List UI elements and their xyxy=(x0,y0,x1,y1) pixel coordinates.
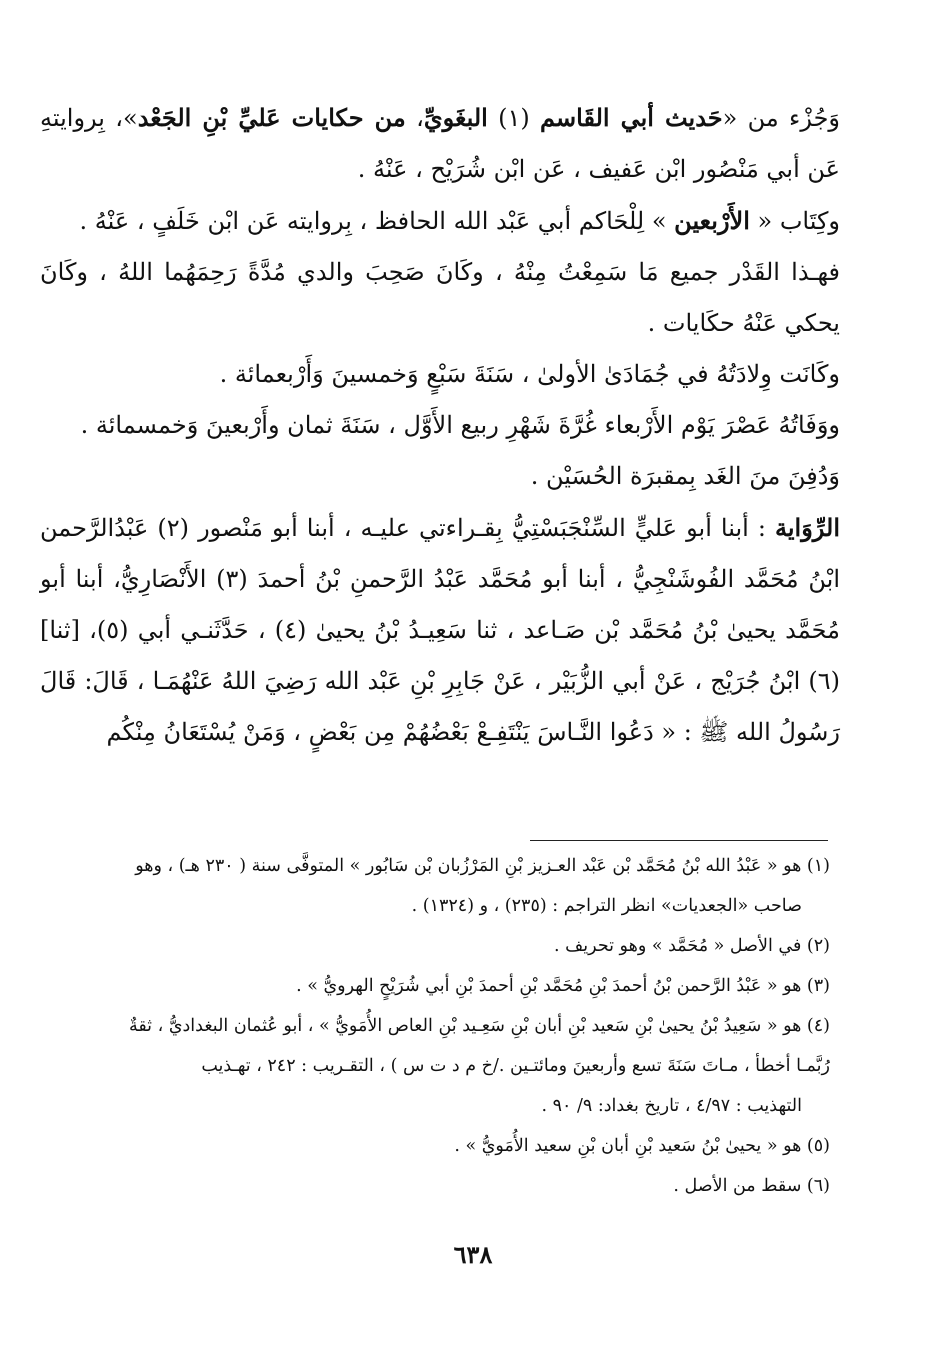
footnote-4-line-1: (٤) هو « سَعِيدُ بْنُ يحيىٰ بْنِ سَعيد بْنِ أبان بْنِ سَعِـيد بْنِ العاص الأُمَويُّ » ، أبو عُثمان البغداديُّ ، ثقةٌ xyxy=(128,1016,830,1036)
riwaya-text: : أبنا أبو عَليٍّ السِّنْجَبَسْتِيُّ بِقـراءتي عليـه ، أبنا أبو مَنْصور (٢) عَبْدُالرَّحمن ابْنُ مُحَمَّد الفُوشَنْجِيُّ ، أبنا أبو مُحَمَّد عَبْدُ الرَّحمنِ بْنُ أحمدَ (٣) الأَنْصَارِيُّ، أبنا أبو مُحَمَّد يحيىٰ بْنُ مُحَمَّد بْن صَـاعد ، ثنا سَعِيـدُ بْنُ يحيىٰ (٤) ، حَدَّثَنـي أبي (٥)، [ثنا](٦) ابْنُ جُرَيْج ، عَنْ أبي الزُّبَيْر ، عَنْ جَابِرِ بْنِ عَبْد الله رَضِيَ اللهُ عَنْهُمَـا ، قَالَ: قَالَ رَسُولُ الله ﷺ : « دَعُوا النَّـاسَ يَنْتَفِـعْ بَعْضُهُمْ مِن بَعْضٍ ، وَمَنْ يُسْتَعَانُ مِنْكُم xyxy=(40,514,840,746)
paragraph-4: وكَانَت وِلادَتُهُ في جُمَادَىٰ الأولىٰ ، سَنَةَ سَبْعٍ وَخمسينَ وَأَرْبعمائة . xyxy=(219,360,840,388)
paragraph-1 xyxy=(40,92,840,195)
footnote-2: (٢) في الأصل « مُحَمَّد » وهو تحريف . xyxy=(554,936,830,956)
footnote-1-line-2: صاحب «الجعديات» انظر التراجم : (٢٣٥) ، و (١٣٢٤) . xyxy=(411,896,802,916)
para2-prefix: وكِتَاب « xyxy=(749,207,840,235)
book-title-arbain: الأَرْبعين xyxy=(674,206,750,235)
paragraph-7 xyxy=(40,502,840,758)
paragraph-3: فهـذا القَدْر جميع مَا سَمِعْتُ مِنْهُ ، وكَانَ صَحِبَ والدي مُدَّةً رَحِمَهُما اللهُ ، وكَانَ يحكي عَنْهُ حكَايات . xyxy=(40,258,840,337)
footnote-separator xyxy=(530,840,828,841)
footnote-3: (٣) هو « عَبْدُ الرَّحمن بْنُ أحمدَ بْنِ مُحَمَّد بْنِ أحمدَ بْنِ أبي شُرَيْحٍ الهرويُّ » . xyxy=(296,976,830,996)
footnote-1-line-1: (١) هو « عَبْدُ الله بْنُ مُحَمَّد بْن عَبْد العـزيز بْنِ المَرْزُبان بْن سَابُور » المتوفَّى سنة ( ٢٣٠ هـ) ، وهو xyxy=(135,856,830,876)
page-number: ٦٣٨ xyxy=(453,1240,493,1269)
footnotes xyxy=(40,846,830,1206)
footnote-4-line-3: التهذيب : ٤/٩٧ ، تاريخ بغداد: ٩/ ٩٠ . xyxy=(541,1096,802,1116)
para2-suffix: » لِلْحَاكم أبي عَبْد الله الحافظ ، بِروايته عَن ابْن خَلَفٍ ، عَنْهُ . xyxy=(79,207,675,235)
para1-separator: ، xyxy=(405,104,424,132)
paragraph-5: ووَفَاتُهُ عَصْرَ يَوْم الأَرْبعاء غُرَّةَ شَهْرِ ربيع الأَوَّل ، سَنَةَ ثمان وأَرْبعينَ وَخمسمائة . xyxy=(80,411,840,439)
footnote-ref-1: (١) xyxy=(487,104,541,132)
footnote-4-line-2: رُبَّمـا أخطأ ، مـاتَ سَنَةَ تسع وأربعينَ ومائتـين ./خ م د ت س ) ، التقـريب : ٢٤٢ ، تهـذيب xyxy=(201,1056,830,1076)
para1-prefix: وَجُزْء من « xyxy=(722,104,840,132)
book-title-hikayat: من حكايات عَليِّ بْنِ الجَعْد xyxy=(137,103,406,132)
paragraph-2 xyxy=(40,195,840,247)
book-title-hadith: حَديث أبي القَاسم xyxy=(540,103,723,132)
footnote-6: (٦) سقط من الأصل . xyxy=(673,1176,830,1196)
para1-suffix: »، بِروايتهِ عَن أبي مَنْصُور ابْن عَفيف ، عَن ابْن شُرَيْح ، عَنْهُ . xyxy=(40,104,840,183)
book-title-baghawi: البغَويِّ xyxy=(423,103,488,132)
footnote-5: (٥) هو « يحيىٰ بْنُ سَعيد بْنِ أبان بْنِ سعيد الأُمَويُّ » . xyxy=(454,1136,830,1156)
riwaya-label: الرِّوَاية xyxy=(774,513,841,542)
main-text xyxy=(40,92,840,758)
paragraph-6: وَدُفِنَ منَ الغَد بِمقبرَة الحُسَيْن . xyxy=(530,462,840,490)
